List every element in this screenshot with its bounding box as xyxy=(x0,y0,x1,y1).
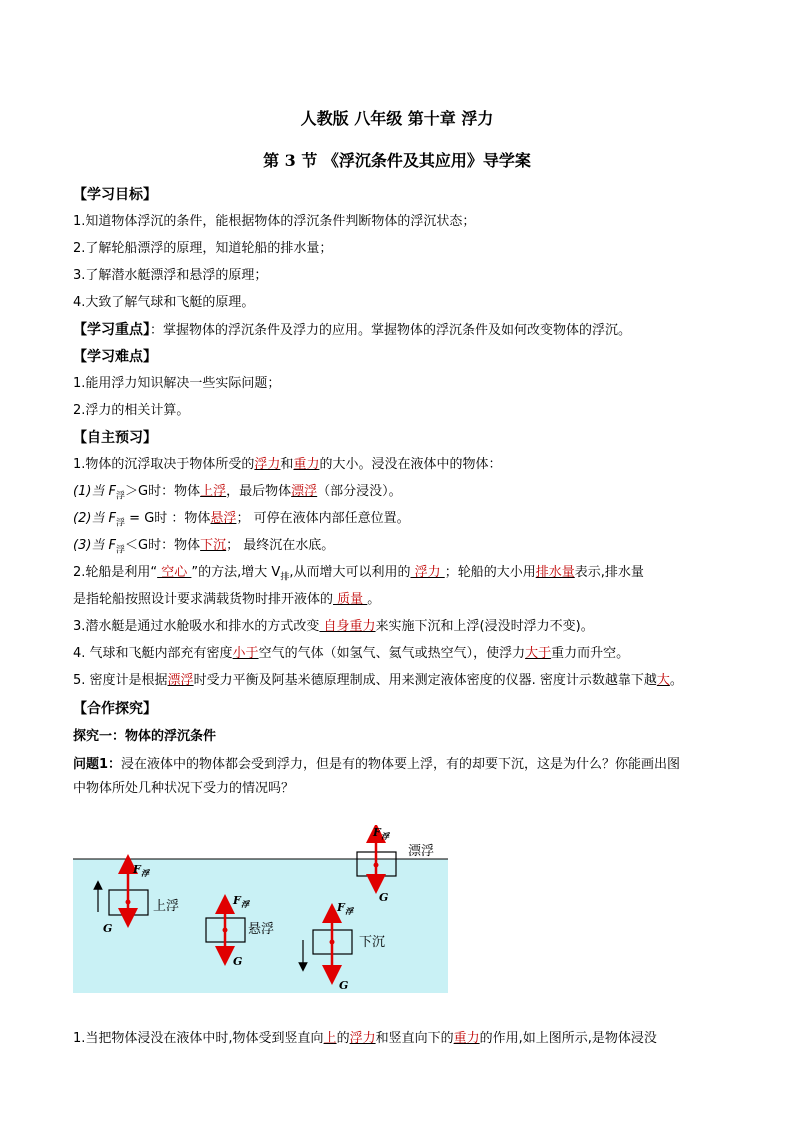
question-label: 问题1： xyxy=(73,757,122,772)
answer-blank: 重力 xyxy=(293,457,320,472)
text: (1)当 F xyxy=(73,484,117,499)
answer-blank: 上 xyxy=(323,1031,337,1046)
force-sub: 浮 xyxy=(241,899,249,909)
difficult-heading: 【学习难点】 xyxy=(73,349,157,365)
goal-item: 2.了解轮船漂浮的原理，知道轮船的排水量； xyxy=(73,241,333,256)
text: 3.潜水艇是通过水舱吸水和排水的方式改变 xyxy=(73,619,320,634)
subscript: 浮 xyxy=(116,518,126,529)
text: 来实施下沉和上浮(浸没时浮力不变)。 xyxy=(375,619,594,634)
answer-blank: 上浮 xyxy=(200,484,227,499)
force-sub: 浮 xyxy=(345,906,353,916)
buoyancy-diagram xyxy=(73,825,453,995)
text: 时受力平衡及阿基米德原理制成、用来测定液体密度的仪器. 密度计示数越靠下越 xyxy=(193,673,657,688)
sink-label: 下沉 xyxy=(359,935,386,950)
question-1 xyxy=(73,756,680,774)
lesson-title: 第 3 节 《浮沉条件及其应用》导学案 xyxy=(263,151,531,170)
answer-blank: 大 xyxy=(656,673,670,688)
gravity-label: G xyxy=(379,891,389,904)
subscript: 浮 xyxy=(116,491,126,502)
text: 。 xyxy=(367,592,381,607)
difficult-item: 2.浮力的相关计算。 xyxy=(73,403,190,418)
preview-line-8 xyxy=(73,645,629,663)
force-label: F xyxy=(233,894,241,907)
answer-blank: 浮力 xyxy=(349,1031,376,1046)
text: 5. 密度计是根据 xyxy=(73,673,168,688)
key-points xyxy=(73,321,631,340)
difficult-item: 1.能用浮力知识解决一些实际问题； xyxy=(73,376,281,391)
answer-blank: 浮力 xyxy=(410,565,445,580)
text: 。 xyxy=(669,673,683,688)
preview-line-4 xyxy=(73,537,334,560)
text: ＞G时：物体 xyxy=(125,484,201,499)
text: 空气的气体（如氢气、氦气或热空气），使浮力 xyxy=(258,646,526,661)
text: 重力而升空。 xyxy=(551,646,630,661)
answer-blank: 排水量 xyxy=(535,565,575,580)
text: ； 可停在液体内部任意位置。 xyxy=(236,511,410,526)
goals-heading: 【学习目标】 xyxy=(73,187,157,203)
subscript: 排 xyxy=(280,572,290,583)
force-sub: 浮 xyxy=(381,831,389,841)
text: ＜G时：物体 xyxy=(125,538,201,553)
answer-blank: 质量 xyxy=(333,592,368,607)
force-label: F xyxy=(133,863,141,876)
preview-line-6 xyxy=(73,591,380,609)
text: 1.物体的沉浮取决于物体所受的 xyxy=(73,457,255,472)
answer-blank: 空心 xyxy=(157,565,192,580)
answer-blank: 重力 xyxy=(453,1031,480,1046)
suspend-label: 悬浮 xyxy=(248,922,275,937)
subscript: 浮 xyxy=(116,545,126,556)
question-text: 浸在液体中的物体都会受到浮力，但是有的物体要上浮，有的却要下沉，这是为什么？你能画出图 xyxy=(121,757,681,772)
preview-line-2 xyxy=(73,483,402,506)
text: (2)当 F xyxy=(73,511,117,526)
gravity-label: G xyxy=(103,922,113,935)
text: ，最后物体 xyxy=(226,484,292,499)
text: 表示,排水量 xyxy=(574,565,644,580)
gravity-label: G xyxy=(233,955,243,968)
text: 4. 气球和飞艇内部充有密度 xyxy=(73,646,233,661)
answer-blank: 下沉 xyxy=(200,538,227,553)
goal-item: 1.知道物体浮沉的条件，能根据物体的浮沉条件判断物体的浮沉状态； xyxy=(73,214,476,229)
text: 的作用,如上图所示,是物体浸没 xyxy=(479,1031,657,1046)
text: ”的方法,增大 V xyxy=(191,565,281,580)
preview-line-3 xyxy=(73,510,410,533)
preview-line-9 xyxy=(73,672,683,690)
text: (3)当 F xyxy=(73,538,117,553)
answer-blank: 漂浮 xyxy=(167,673,194,688)
text: 2.轮船是利用“ xyxy=(73,565,158,580)
key-heading: 【学习重点】 xyxy=(73,322,150,338)
force-sub: 浮 xyxy=(141,868,149,878)
text: ；轮船的大小用 xyxy=(444,565,536,580)
document-title: 人教版 八年级 第十章 浮力 xyxy=(300,109,494,128)
text: 和 xyxy=(280,457,294,472)
answer-blank: 小于 xyxy=(232,646,259,661)
text: （部分浸没）。 xyxy=(317,484,402,499)
force-label: F xyxy=(373,826,381,839)
preview-heading: 【自主预习】 xyxy=(73,430,157,446)
answer-blank: 大于 xyxy=(525,646,552,661)
force-label: F xyxy=(337,901,345,914)
key-text: ：掌握物体的浮沉条件及浮力的应用。掌握物体的浮沉条件及如何改变物体的浮沉。 xyxy=(150,323,632,338)
goal-item: 4.大致了解气球和飞艇的原理。 xyxy=(73,295,255,310)
text: 的 xyxy=(336,1031,350,1046)
text: 的大小。浸没在液体中的物体： xyxy=(319,457,502,472)
float-label: 漂浮 xyxy=(408,844,435,859)
text: ,从而增大可以利用的 xyxy=(289,565,411,580)
text: 是指轮船按照设计要求满载货物时排开液体的 xyxy=(73,592,334,607)
gravity-label: G xyxy=(339,979,349,992)
text: = G时 ：物体 xyxy=(125,511,211,526)
text: 和竖直向下的 xyxy=(375,1031,454,1046)
coop-heading: 【合作探究】 xyxy=(73,701,157,717)
text: 1.当把物体浸没在液体中时,物体受到竖直向 xyxy=(73,1031,324,1046)
preview-line-5 xyxy=(73,564,644,587)
goal-item: 3.了解潜水艇漂浮和悬浮的原理； xyxy=(73,268,268,283)
rise-label: 上浮 xyxy=(153,899,180,914)
preview-line-1 xyxy=(73,456,501,474)
explore-heading: 探究一：物体的浮沉条件 xyxy=(73,729,217,744)
answer-blank: 悬浮 xyxy=(210,511,237,526)
answer-blank: 浮力 xyxy=(254,457,281,472)
question-1-cont: 中物体所处几种状况下受力的情况吗？ xyxy=(73,781,295,796)
last-line xyxy=(73,1030,657,1048)
text: ； 最终沉在水底。 xyxy=(226,538,335,553)
preview-line-7 xyxy=(73,618,594,636)
answer-blank: 自身重力 xyxy=(319,619,376,634)
answer-blank: 漂浮 xyxy=(291,484,318,499)
